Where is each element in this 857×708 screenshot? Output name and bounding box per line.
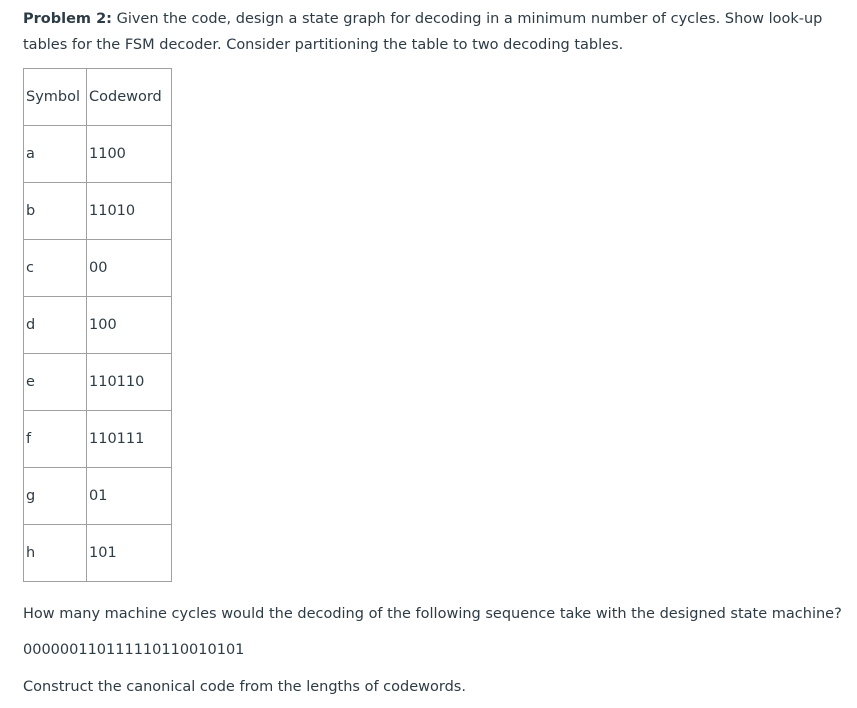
symbol-cell: f — [24, 411, 87, 468]
codeword-cell: 110110 — [87, 354, 172, 411]
symbol-cell: g — [24, 468, 87, 525]
symbol-cell: h — [24, 525, 87, 582]
table-row — [24, 183, 172, 240]
table-header-row — [24, 69, 172, 126]
table-row — [24, 354, 172, 411]
symbol-cell: d — [24, 297, 87, 354]
table-row — [24, 468, 172, 525]
codeword-cell: 01 — [87, 468, 172, 525]
cycles-question: How many machine cycles would the decoding of the following sequence take with the designed state machine? — [23, 606, 842, 622]
problem-statement — [23, 6, 853, 58]
table-row — [24, 411, 172, 468]
table-row — [24, 297, 172, 354]
codeword-cell: 1100 — [87, 126, 172, 183]
table-row — [24, 126, 172, 183]
codeword-cell: 00 — [87, 240, 172, 297]
symbol-cell: e — [24, 354, 87, 411]
canonical-code-task: Construct the canonical code from the lengths of codewords. — [23, 679, 466, 695]
problem-text: Given the code, design a state graph for decoding in a minimum number of cycles. Show look-up tables for the FSM decoder. Consider partitioning the table to two decoding tables. — [23, 11, 823, 53]
header-symbol: Symbol — [24, 69, 87, 126]
table-row — [24, 525, 172, 582]
codeword-cell: 11010 — [87, 183, 172, 240]
codeword-cell: 110111 — [87, 411, 172, 468]
symbol-cell: a — [24, 126, 87, 183]
codeword-table — [23, 68, 172, 582]
header-codeword: Codeword — [87, 69, 172, 126]
bit-sequence: 000000110111110110010101 — [23, 642, 245, 658]
table-row — [24, 240, 172, 297]
problem-label: Problem 2: — [23, 11, 112, 27]
codeword-cell: 100 — [87, 297, 172, 354]
symbol-cell: c — [24, 240, 87, 297]
symbol-cell: b — [24, 183, 87, 240]
codeword-cell: 101 — [87, 525, 172, 582]
